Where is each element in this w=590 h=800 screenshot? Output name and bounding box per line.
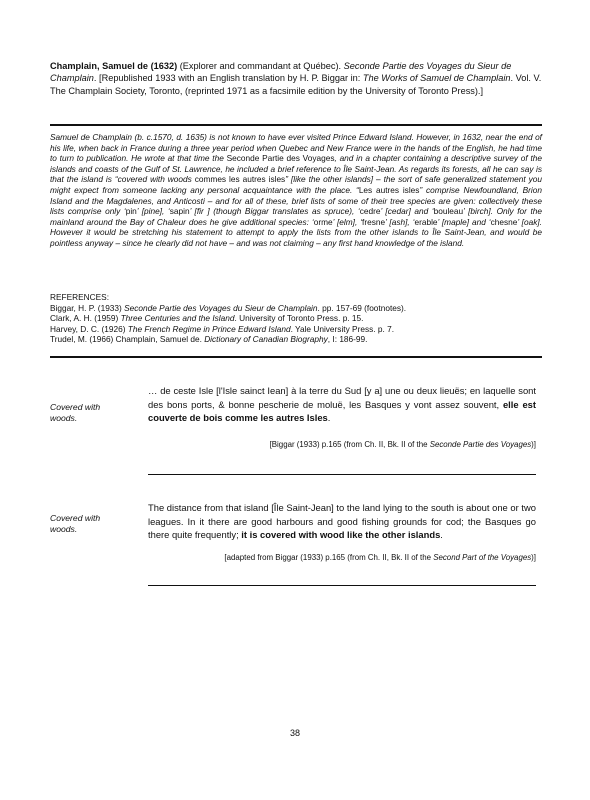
intro-text-run: Samuel de Champlain (b. c.1570, d. 1635) is not known to have ever visited Prince Edward Island. However, in 1632, near the end of his life, when back in France during a three year period when Quebec and New France were in the hands of the English, he had time to turn to publication. He wrote at that time the [50, 132, 542, 164]
excerpt-quote-english: The distance from that island [Île Saint-Jean] to the land lying to the south is about one or two leagues. In it there are good harbours and good fishing grounds for cod; the Basques go there quite frequently; it is covered with wood like the other islands. [148, 502, 536, 541]
intro-text-run: ’ [ash], ‘ [385, 216, 415, 227]
intro-upright-term: fresne [362, 216, 386, 227]
intro-text-run: ’ [fir ] (though Biggar translates as spruce), ‘ [189, 206, 360, 217]
entry-author: Champlain, Samuel de (1632) [50, 61, 178, 71]
reference-item: Clark, A. H. (1959) Three Centuries and the Island. University of Toronto Press. p. 15. [50, 313, 364, 324]
intro-paragraph [50, 132, 542, 249]
excerpt-quote-french: … de ceste Isle [l'Isle sainct Iean] à la terre du Sud [y a] une ou deux lieuës; en laquelle sont des bons ports, & bonne pescherie de moluë, les Basques y vont assez souvent, elle est couverte de bois comme les autres Isles. [148, 385, 536, 424]
references [50, 292, 542, 345]
intro-upright-term: bouleau [433, 206, 464, 217]
page-number: 38 [289, 728, 300, 738]
entry-translation-title: The Works of Samuel de Champlain [362, 73, 511, 84]
intro-text-run: ” comprise Newfoundland, Brion Island and the Magdalenes, and Anticosti – and for all of these, brief lists of some of their tree species are given: collectively these lists comprise only ‘ [50, 184, 542, 217]
intro-upright-term: chesne [490, 216, 518, 227]
margin-note: Covered with woods. [50, 513, 101, 534]
entry-desc-2: . [Republished 1933 with an English translation by H. P. Biggar in: [93, 73, 363, 84]
section-divider-1 [50, 124, 542, 126]
intro-upright-term: commes les autres isles [194, 174, 286, 185]
intro-text-run: ’ [pine], ‘ [136, 206, 170, 217]
reference-item: Trudel, M. (1966) Champlain, Samuel de. Dictionary of Canadian Biography, I: 186-99. [50, 334, 368, 345]
excerpt-divider [148, 585, 536, 586]
intro-upright-term: orme [313, 216, 333, 227]
intro-upright-term: cedre [359, 206, 381, 217]
intro-text-run: ’ [maple] and ‘ [437, 216, 491, 227]
excerpt-divider [148, 474, 536, 475]
intro-text-run: ’ [oak]. However it would be stretching his statement to attempt to apply the lists from the other islands to Île Saint-Jean, and would be pointless anyway – since he clearly did not have – and was not claiming – any first hand knowledge of the island. [50, 216, 542, 248]
intro-text-run: ” [like the other islands] – the sort of safe generalized statement you might expect from someone lacking any personal acquaintance with the place. “ [50, 174, 543, 195]
intro-upright-term: pin [125, 206, 137, 217]
margin-note: Covered with woods. [50, 402, 101, 423]
entry-title: Seconde Partie des Voyages du Sieur de Champlain [50, 61, 512, 84]
intro-upright-term: erable [414, 216, 438, 227]
entry-desc-3: . Vol. V. The Champlain Society, Toronto, (reprinted 1971 as a facsimile edition by the University of Toronto Press).] [50, 73, 542, 96]
excerpt-citation: [adapted from Biggar (1933) p.165 (from Ch. II, Bk. II of the Second Part of the Voyages)] [224, 553, 536, 562]
intro-upright-term: Les autres isles [358, 184, 420, 195]
intro-upright-term: sapin [169, 206, 190, 217]
intro-text-run: ’ [cedar] and ‘ [380, 206, 434, 217]
entry-header [50, 60, 542, 97]
section-divider-2 [50, 356, 542, 358]
reference-item: Biggar, H. P. (1933) Seconde Partie des Voyages du Sieur de Champlain. pp. 157-69 (footnotes). [50, 302, 407, 313]
intro-text-run: ’ [birch]. Only for the mainland around the Bay of Chaleur does he give additional species: ‘ [50, 206, 542, 227]
intro-text-run: , and in a chapter containing a descriptive survey of the islands and coasts of the Gulf of St. Lawrence, he included a brief reference to Île Saint-Jean. As regards its forests, all he can say is that the island is “covered with woods [50, 153, 542, 185]
entry-desc-1: (Explorer and commandant at Québec). [177, 61, 344, 71]
reference-item: Harvey, D. C. (1926) The French Regime in Prince Edward Island. Yale University Press. p. 7. [50, 323, 395, 334]
references-heading: REFERENCES: [50, 292, 110, 302]
excerpt-citation: [Biggar (1933) p.165 (from Ch. II, Bk. II of the Seconde Partie des Voyages)] [269, 440, 536, 449]
intro-upright-term: Seconde Partie des Voyages [226, 153, 335, 164]
intro-text-run: ’ [elm], ‘ [332, 216, 363, 227]
